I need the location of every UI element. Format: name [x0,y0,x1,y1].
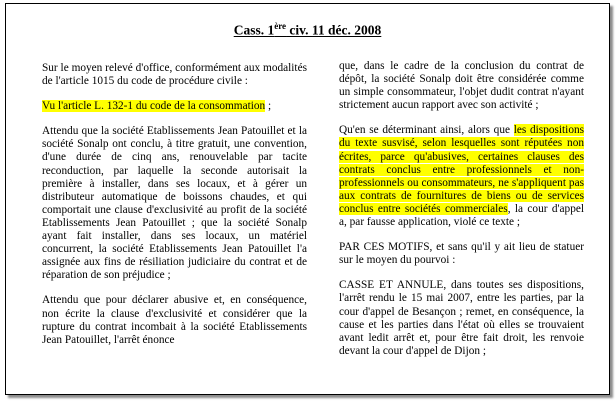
document-frame [5,3,610,395]
left-paragraph-2-tail: ; [265,100,272,113]
left-paragraph-2 [42,100,307,113]
left-column [42,62,307,359]
right-paragraph-1: que, dans le cadre de la conclusion du contrat de dépôt, la société Sonalp doit être considérée comme un simple consommateur, l'objet dudit contrat n'ayant strictement aucun rapport avec son activité ; [339,60,584,112]
title-main: Cass. 1 [233,22,275,38]
left-paragraph-3: Attendu que la société Etablissements Jean Patouillet et la société Sonalp ont conclu, à titre gratuit, une convention, d'une durée de cinq ans, renouvelable par tacite reconduction, par laquelle la seconde autorisait la première à installer, dans ses locaux, et à gérer un distributeur automatique de boissons chaudes, et qui comportait une clause d'exclusivité au profit de la société Etablissements Jean Patouillet ; que la société Sonalp ayant fait installer, dans ses locaux, un matériel concurrent, la société Etablissements Jean Patouillet l'a assignée aux fins de résiliation judiciaire du contrat et de réparation de son préjudice ; [42,125,307,282]
right-paragraph-4: CASSE ET ANNULE, dans toutes ses dispositions, l'arrêt rendu le 15 mai 2007, entre les parties, par la cour d'appel de Besançon ; remet, en conséquence, la cause et les parties dans l'état où elles se trouvaient avant ledit arrêt et, pour être fait droit, les renvoie devant la cour d'appel de Dijon ; [339,279,584,357]
title-rest: civ. 11 déc. 2008 [286,22,382,38]
left-paragraph-4: Attendu que pour déclarer abusive et, en conséquence, non écrite la clause d'exclusivité et considérer que la rupture du contrat incombait à la société Etablissements Jean Patouillet, l'arrêt énonce [42,294,307,346]
right-paragraph-3: PAR CES MOTIFS, et sans qu'il y ait lieu de statuer sur le moyen du pourvoi : [339,241,584,267]
highlighted-article-reference: Vu l'article L. 132-1 du code de la consommation [42,100,266,113]
right-paragraph-2-tail: , la cour d'appel a, par fausse application, violé ce texte ; [339,202,584,229]
left-paragraph-1: Sur le moyen relevé d'office, conformément aux modalités de l'article 1015 du code de procédure civile : [42,62,307,88]
highlighted-holding: les dispositions du texte susvisé, selon lesquelles sont réputées non écrites, parce qu'abusives, certaines clauses des contrats conclus entre professionnels et non-professionnels ou consommateurs, ne s'appliquent pas aux contrats de fournitures de biens ou de services conclus entre sociétés commerciales [339,124,585,215]
document-title [6,21,609,39]
right-paragraph-2-lead: Qu'en se déterminant ainsi, alors que [339,124,514,137]
title-superscript: ère [274,21,287,31]
right-paragraph-2 [339,124,584,229]
right-column [339,60,584,370]
